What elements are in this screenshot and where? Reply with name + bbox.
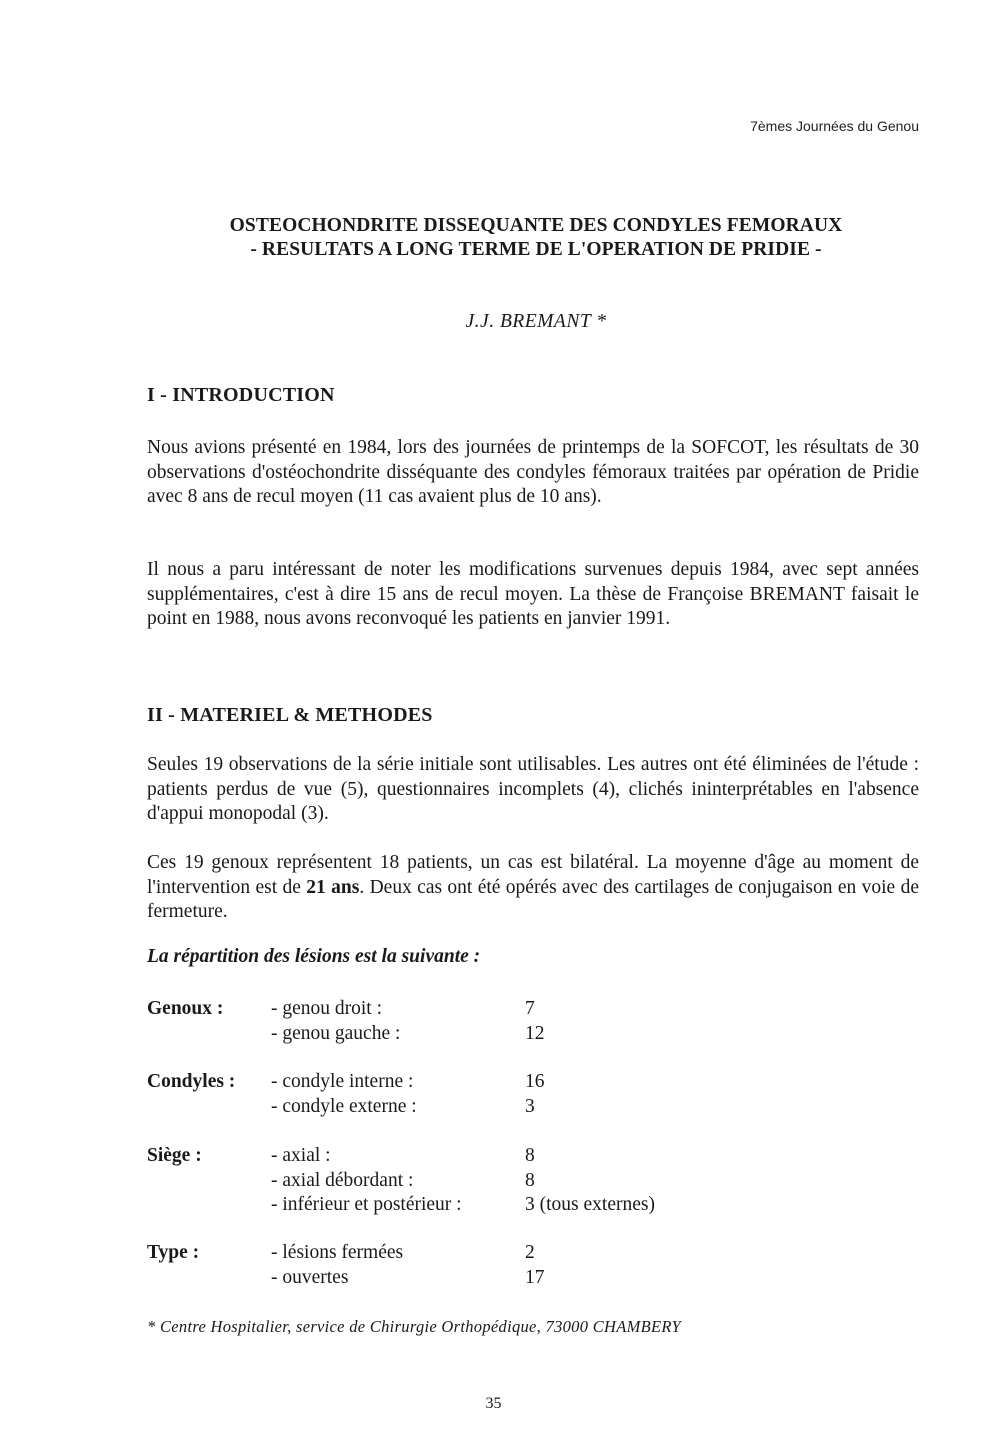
list-item	[147, 1022, 847, 1047]
group-label: Siège :	[147, 1145, 202, 1166]
paper-title	[0, 214, 987, 262]
item-value: 8	[525, 1169, 535, 1191]
item-value: 7	[525, 998, 535, 1019]
item-value: 3 (tous externes)	[525, 1194, 655, 1215]
distribution-subheading: La répartition des lésions est la suivante :	[147, 946, 481, 967]
item-value: 2	[525, 1242, 535, 1263]
list-item	[147, 1266, 847, 1291]
section-heading-introduction: I - INTRODUCTION	[147, 384, 335, 406]
list-item	[147, 1169, 847, 1194]
item-label: - axial débordant :	[271, 1169, 414, 1191]
group-genoux	[147, 997, 847, 1046]
group-label: Genoux :	[147, 998, 224, 1019]
methods-paragraph-2-text-a: Ces 19 genoux représentent 18 patients, un cas est bilatéral. La moyenne d'âge au moment de l'intervention est de	[147, 852, 919, 898]
item-value: 16	[525, 1071, 545, 1092]
section-heading-methods: II - MATERIEL & METHODES	[147, 704, 433, 726]
group-label: Condyles :	[147, 1071, 236, 1092]
list-item	[147, 1241, 847, 1266]
list-item	[147, 1193, 847, 1218]
group-label: Type :	[147, 1242, 200, 1263]
group-siege	[147, 1144, 847, 1218]
item-label: - condyle interne :	[271, 1071, 414, 1092]
footnote: * Centre Hospitalier, service de Chirurgie Orthopédique, 73000 CHAMBERY	[147, 1317, 681, 1336]
methods-paragraph-1: Seules 19 observations de la série initiale sont utilisables. Les autres ont été éliminées de l'étude : patients perdus de vue (5), questionnaires incomplets (4), clichés ininterprétables en l'absence d'appui monopodal (3).	[147, 754, 919, 824]
item-label: - inférieur et postérieur :	[271, 1194, 462, 1215]
group-condyles	[147, 1070, 847, 1119]
item-label: - condyle externe :	[271, 1095, 417, 1117]
item-label: - ouvertes	[271, 1266, 349, 1288]
methods-paragraph-2-text-b: . Deux cas ont été opérés avec des cartilages de conjugaison en voie de fermeture.	[147, 876, 919, 922]
group-type	[147, 1241, 847, 1290]
list-item	[147, 1095, 847, 1120]
running-head: 7èmes Journées du Genou	[750, 118, 919, 134]
intro-paragraph-1: Nous avions présenté en 1984, lors des journées de printemps de la SOFCOT, les résultats de 30 observations d'ostéochondrite disséquante des condyles fémoraux traitées par opération de Pridie avec 8 ans de recul moyen (11 cas avaient plus de 10 ans).	[147, 437, 919, 507]
list-item	[147, 1070, 847, 1095]
item-value: 17	[525, 1266, 545, 1288]
item-value: 8	[525, 1145, 535, 1166]
item-value: 12	[525, 1022, 545, 1044]
item-label: - lésions fermées	[271, 1242, 404, 1263]
title-line-1: OSTEOCHONDRITE DISSEQUANTE DES CONDYLES FEMORAUX	[229, 215, 843, 236]
item-label: - genou droit :	[271, 998, 383, 1019]
item-label: - genou gauche :	[271, 1022, 401, 1044]
item-value: 3	[525, 1095, 535, 1117]
item-label: - axial :	[271, 1145, 331, 1166]
methods-paragraph-2	[147, 851, 919, 925]
author: J.J. BREMANT *	[465, 311, 607, 332]
list-item	[147, 997, 847, 1022]
mean-age-value: 21 ans	[306, 876, 360, 898]
page-number: 35	[485, 1395, 502, 1412]
intro-paragraph-2: Il nous a paru intéressant de noter les modifications survenues depuis 1984, avec sept années supplémentaires, c'est à dire 15 ans de recul moyen. La thèse de Françoise BREMANT faisait le point en 1988, nous avons reconvoqué les patients en janvier 1991.	[147, 559, 919, 629]
title-line-2: - RESULTATS A LONG TERME DE L'OPERATION DE PRIDIE -	[250, 239, 822, 260]
list-item	[147, 1144, 847, 1169]
